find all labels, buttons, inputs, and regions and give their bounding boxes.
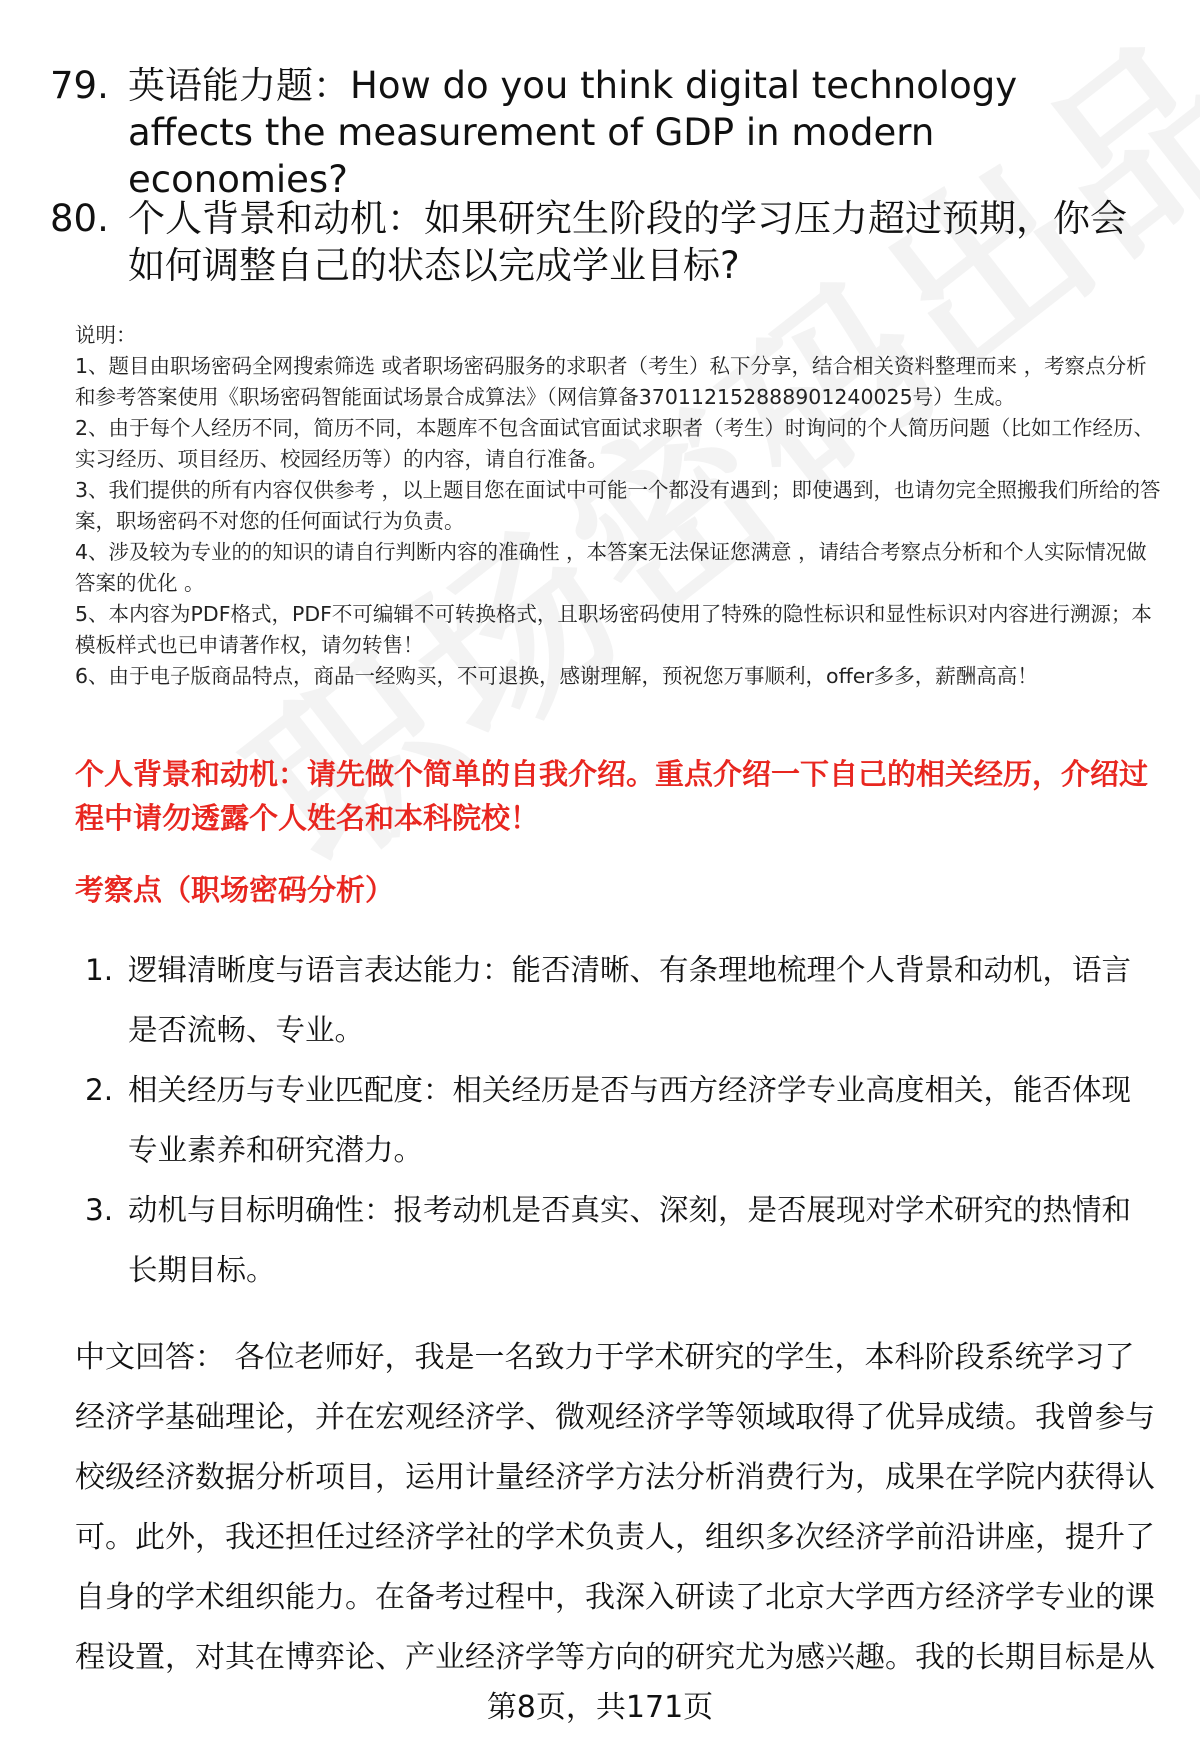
page-footer: 第8页，共171页 [486,1690,714,1725]
notes-title: 说明： [75,323,137,347]
point-number: 1. [85,953,114,987]
answer-text: 中文回答： 各位老师好，我是一名致力于学术研究的学生，本科阶段系统学习了经济学基础理论，并在宏观经济学、微观经济学等领域取得了优异成绩。我曾参与校级经济数据分析项目，运用计量经济学方法分析消费行为，成果在学院内获得认可。此外，我还担任过经济学社的学术负责人，组织多次经济学前沿讲座，提升了自身的学术组织能力。在备考过程中，我深入研读了北京大学西方经济学专业的课程设置，对其在博弈论、产业经济学等方向的研究尤为感兴趣。我的长期目标是从 [75,1340,1155,1675]
analysis-point [85,940,1150,1060]
analysis-point [85,1060,1150,1180]
question-number: 80. [50,197,109,240]
question-80 [50,195,1150,289]
analysis-point [85,1180,1150,1300]
point-text: 相关经历与专业匹配度：相关经历是否与西方经济学专业高度相关，能否体现专业素养和研究潜力。 [128,1073,1132,1167]
note-item: 5、本内容为PDF格式，PDF不可编辑不可转换格式，且职场密码使用了特殊的隐性标识和显性标识对内容进行溯源；本模板样式也已申请著作权，请勿转售！ [75,602,1152,657]
analysis-heading: 考察点（职场密码分析） [75,873,395,907]
note-item: 6、由于电子版商品特点，商品一经购买，不可退换，感谢理解，预祝您万事顺利，offer多多，薪酬高高！ [75,664,1038,688]
question-number: 79. [50,64,109,107]
point-text: 逻辑清晰度与语言表达能力：能否清晰、有条理地梳理个人背景和动机，语言是否流畅、专业。 [128,953,1132,1047]
analysis-points [85,940,1150,1300]
question-79 [50,62,1150,203]
question-text: 英语能力题：How do you think digital technology affects the measurement of GDP in modern economies? [128,64,1018,201]
note-item: 4、涉及较为专业的的知识的请自行判断内容的准确性 ，本答案无法保证您满意 ，请结合考察点分析和个人实际情况做答案的优化 。 [75,540,1147,595]
point-number: 2. [85,1073,114,1107]
note-item: 1、题目由职场密码全网搜索筛选 或者职场密码服务的求职者（考生）私下分享，结合相关资料整理而来 ，考察点分析和参考答案使用《职场密码智能面试场景合成算法》（网信算备370112152888901240025号）生成。 [75,354,1147,409]
point-text: 动机与目标明确性：报考动机是否真实、深刻，是否展现对学术研究的热情和长期目标。 [128,1193,1132,1287]
question-text: 个人背景和动机：如果研究生阶段的学习压力超过预期，你会如何调整自己的状态以完成学业目标? [128,197,1127,287]
featured-question: 个人背景和动机：请先做个简单的自我介绍。重点介绍一下自己的相关经历，介绍过程中请勿透露个人姓名和本科院校！ [75,757,1149,835]
point-number: 3. [85,1193,114,1227]
notes-section [75,320,1165,692]
note-item: 3、我们提供的所有内容仅供参考 ，以上题目您在面试中可能一个都没有遇到；即使遇到，也请勿完全照搬我们所给的答案，职场密码不对您的任何面试行为负责。 [75,478,1161,533]
note-item: 2、由于每个人经历不同，简历不同，本题库不包含面试官面试求职者（考生）时询问的个人简历问题（比如工作经历、实习经历、项目经历、校园经历等）的内容，请自行准备。 [75,416,1155,471]
